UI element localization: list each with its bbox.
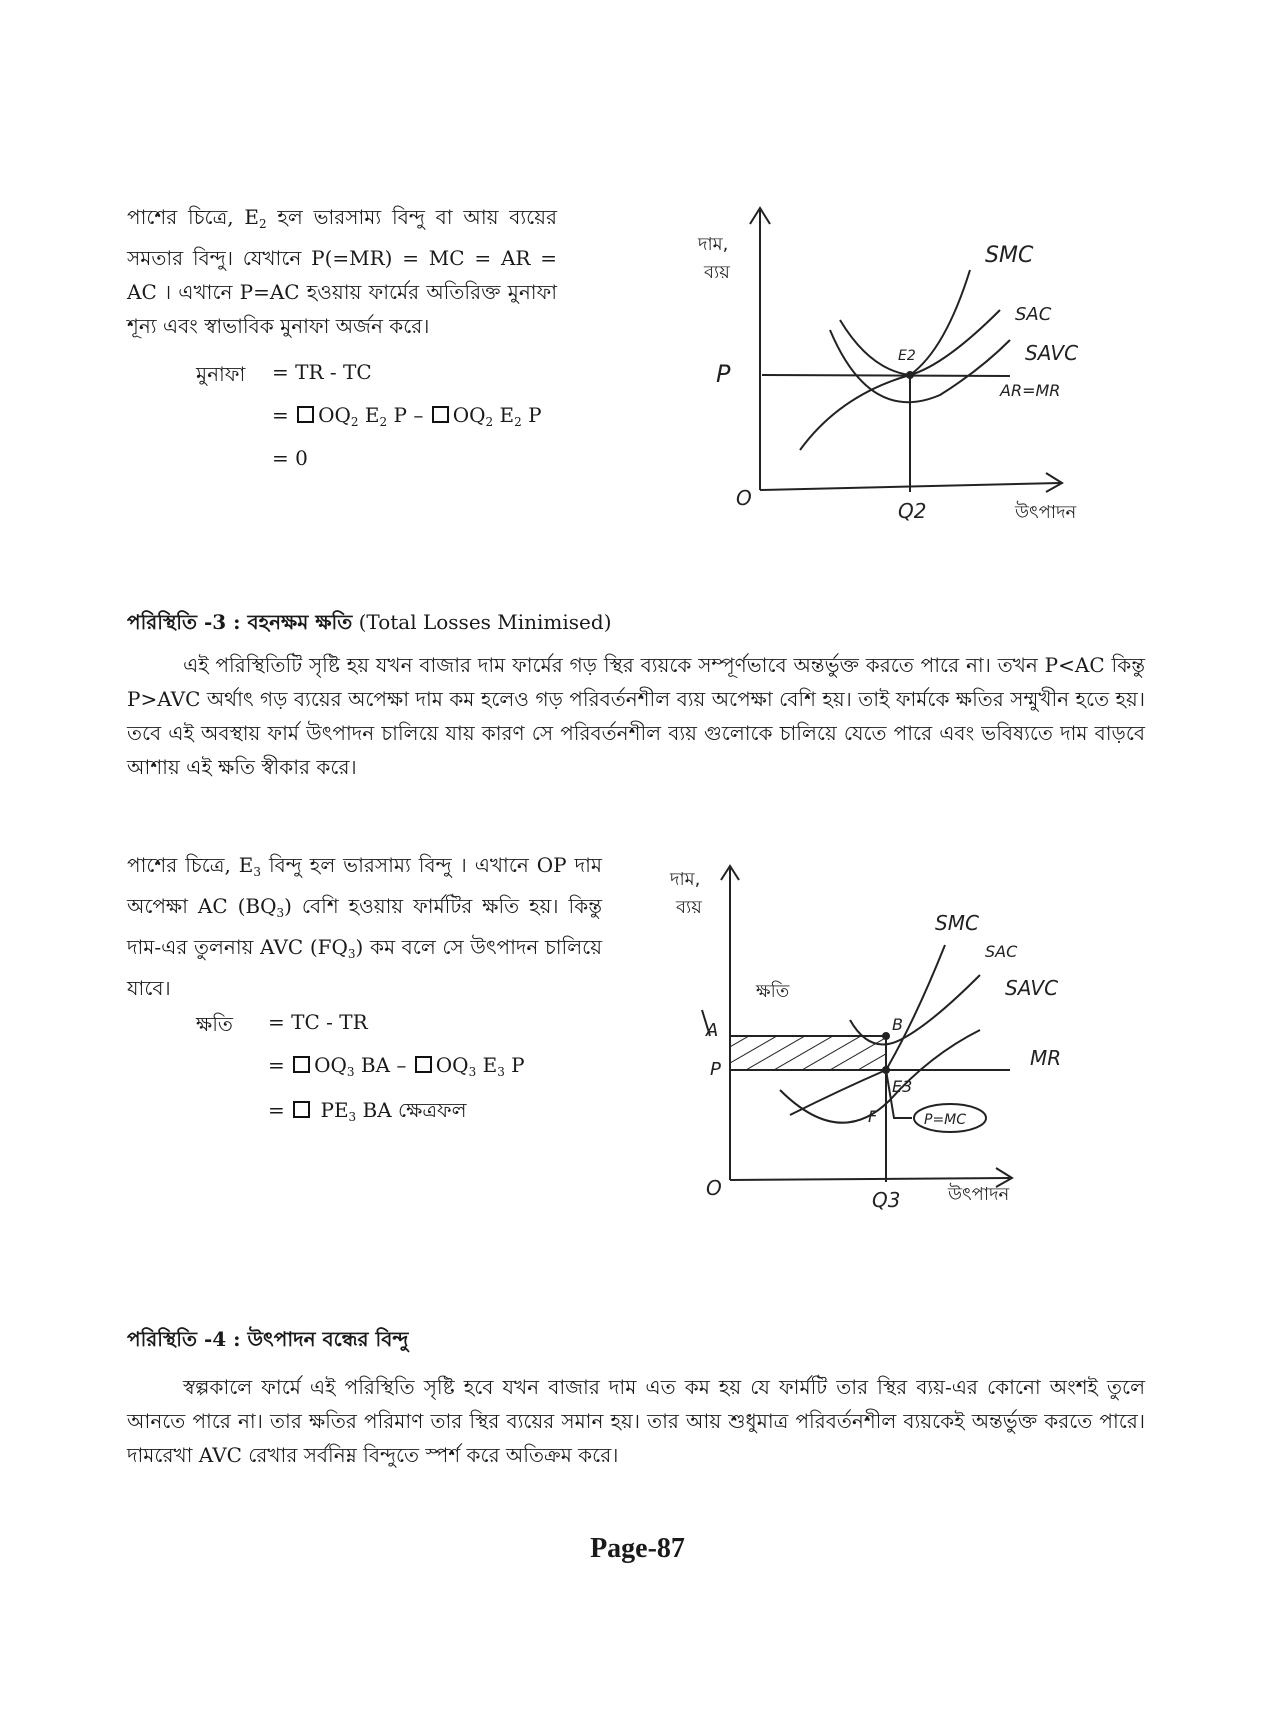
price-label: P bbox=[716, 360, 731, 388]
a-label: A bbox=[706, 1020, 719, 1041]
sac-label: SAC bbox=[1015, 304, 1052, 325]
box-symbol bbox=[415, 1056, 432, 1073]
q3-label: Q3 bbox=[872, 1188, 901, 1212]
pmc-label: P=MC bbox=[924, 1112, 967, 1128]
smc-curve bbox=[800, 270, 970, 450]
page-number: Page-87 bbox=[590, 1533, 685, 1564]
loss-eq-1: = TC - TR bbox=[268, 1010, 368, 1034]
b-point bbox=[883, 1033, 889, 1039]
b-label: B bbox=[892, 1015, 903, 1034]
profit-eq-1: = TR - TC bbox=[272, 360, 372, 384]
profit-eq-2: = $OQ_2$ $E_2$ P – $OQ_2$ $E_2$ P bbox=[272, 403, 542, 429]
origin-label: O bbox=[706, 1176, 722, 1200]
smc-label: SMC bbox=[935, 911, 979, 935]
section3-side-paragraph: পাশের চিত্রে, $E_3$ বিন্দু হল ভারসাম্য বিন্দু । এখানে OP দাম অপেক্ষা AC $(BQ_3)$ বেশি হওয়ায় ফার্মটির ক্ষতি হয়। কিন্তু দাম-এর তুলনায় AVC $(FQ_3)$ কম বলে সে উৎপাদন চালিয়ে যাবে। bbox=[127, 853, 603, 1000]
e3-label: E3 bbox=[892, 1077, 913, 1096]
smc-curve bbox=[790, 945, 945, 1115]
profit-label: মুনাফা bbox=[196, 362, 246, 386]
section4-paragraph: স্বল্পকালে ফার্মে এই পরিস্থিতি সৃষ্টি হবে যখন বাজার দাম এত কম হয় যে ফার্মটি তার স্থির ব্যয়-এর কোনো অংশই তুলে আনতে পারে না। তার ক্ষতির পরিমাণ তার স্থির ব্যয়ের সমান হয়। তার আয় শুধুমাত্র পরিবর্তনশীল ব্যয়কেই অন্তর্ভুক্ত করতে পারে। দামরেখা AVC রেখার সর্বনিম্ন বিন্দুতে স্পর্শ করে অতিক্রম করে। bbox=[127, 1375, 1145, 1467]
x-axis-label: উৎপাদন bbox=[1015, 502, 1077, 523]
section3-paragraph: এই পরিস্থিতিটি সৃষ্টি হয় যখন বাজার দাম ফার্মের গড় স্থির ব্যয়কে সম্পূর্ণভাবে অন্তর্ভুক্ত করতে পারে না। তখন P<AC কিন্তু P>AVC অর্থাৎ গড় ব্যয়ের অপেক্ষা দাম কম হলেও গড় পরিবর্তনশীল ব্যয় অপেক্ষা বেশি হয়। তাই ফার্মকে ক্ষতির সম্মুখীন হতে হয়। তবে এই অবস্থায় ফার্ম উৎপাদন চালিয়ে যায় কারণ সে পরিবর্তনশীল ব্যয় গুলোকে চালিয়ে যেতে পারে এবং ভবিষ্যতে দাম বাড়বে আশায় এই ক্ষতি স্বীকার করে। bbox=[127, 653, 1145, 779]
loss-graph-label: ক্ষতি bbox=[756, 981, 790, 1002]
f-label: F bbox=[868, 1107, 878, 1126]
section4-heading: পরিস্থিতি -4 : উৎপাদন বন্ধের বিন্দু bbox=[127, 1327, 409, 1351]
loss-eq-3: = $PE_3$ BA ক্ষেত্রফল bbox=[268, 1098, 467, 1124]
e2-point bbox=[907, 372, 913, 378]
profit-eq-3: = 0 bbox=[272, 446, 308, 470]
ar-mr-line bbox=[762, 375, 1010, 376]
loss-label: ক্ষতি bbox=[196, 1012, 233, 1036]
e3-point bbox=[883, 1067, 889, 1073]
sac-curve bbox=[850, 975, 980, 1045]
box-symbol bbox=[432, 406, 449, 423]
y-axis-label-2: ব্যয় bbox=[704, 262, 730, 283]
p-label: P bbox=[710, 1059, 721, 1080]
mr-label: MR bbox=[1030, 1046, 1062, 1070]
y-axis-label-1: দাম, bbox=[670, 869, 701, 890]
graph-loss-minimised bbox=[650, 850, 1110, 1230]
box-symbol bbox=[297, 406, 314, 423]
box-symbol bbox=[293, 1101, 310, 1118]
box-symbol bbox=[293, 1056, 310, 1073]
section3-heading: পরিস্থিতি -3 : বহনক্ষম ক্ষতি (Total Losses Minimised) bbox=[127, 610, 612, 634]
graph-normal-profit bbox=[680, 200, 1100, 530]
savc-label: SAVC bbox=[1025, 341, 1079, 365]
origin-label: O bbox=[736, 486, 752, 510]
loss-eq-2: = $OQ_3$ BA – $OQ_3$ $E_3$ P bbox=[268, 1053, 525, 1079]
smc-label: SMC bbox=[985, 243, 1034, 268]
sac-label: SAC bbox=[985, 942, 1018, 961]
loss-area bbox=[730, 1036, 886, 1070]
y-axis-label-2: ব্যয় bbox=[676, 897, 702, 918]
e2-label: E2 bbox=[898, 348, 916, 364]
x-axis-label: উৎপাদন bbox=[948, 1184, 1010, 1205]
equilibrium-description: পাশের চিত্রে, $E_2$ হল ভারসাম্য বিন্দু বা আয় ব্যয়ের সমতার বিন্দু। যেখানে P(=MR) = MC = AR = AC । এখানে P=AC হওয়ায় ফার্মের অতিরিক্ত মুনাফা শূন্য এবং স্বাভাবিক মুনাফা অর্জন করে। bbox=[127, 205, 557, 338]
q2-label: Q2 bbox=[898, 499, 927, 523]
y-axis-label-1: দাম, bbox=[698, 234, 729, 255]
savc-label: SAVC bbox=[1005, 976, 1059, 1000]
ar-mr-label: AR=MR bbox=[1000, 381, 1061, 400]
